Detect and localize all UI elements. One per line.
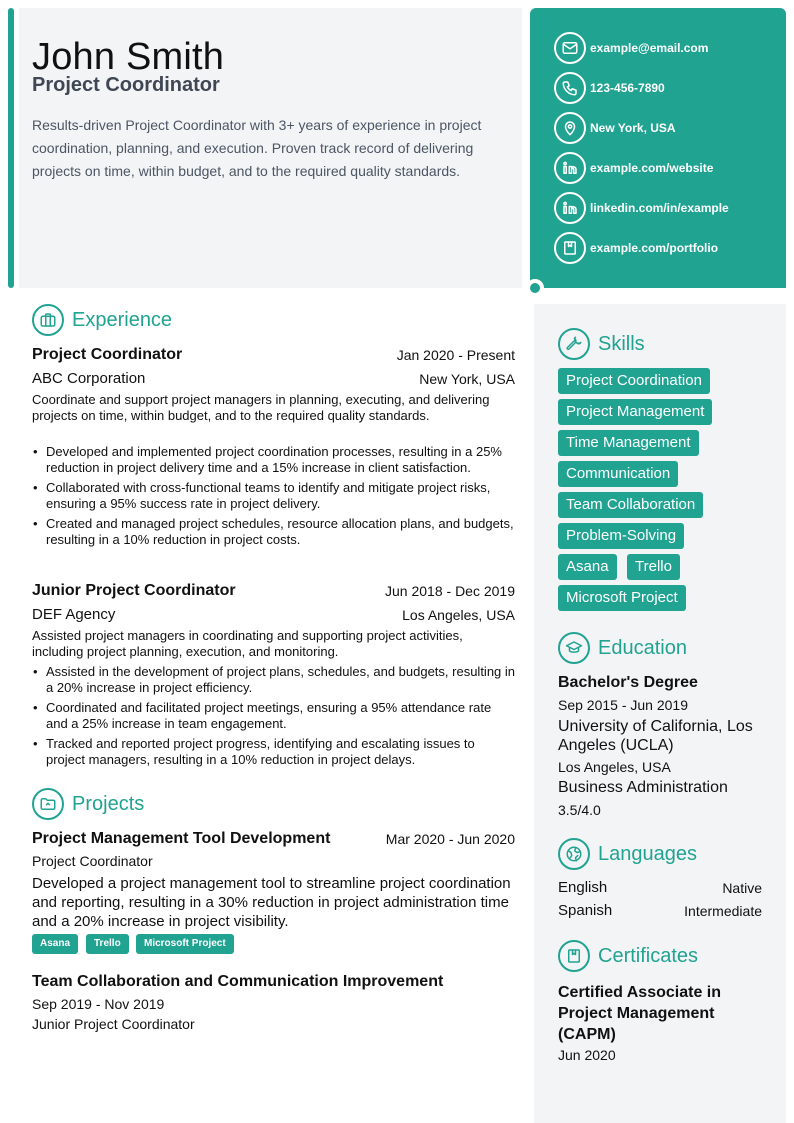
project-title: Team Collaboration and Communication Improvement [32,973,444,990]
linkedin-icon [554,152,586,184]
projects-heading [32,788,144,820]
skill-tag: Project Coordination [558,368,710,394]
certificate-name: Certified Associate in Project Management (CAPM) [558,984,722,1043]
education-dates: Sep 2015 - Jun 2019 [558,697,688,713]
phone-icon [554,72,586,104]
project-role: Junior Project Coordinator [32,1016,195,1032]
languages-heading [558,838,697,870]
experience-heading [32,304,172,336]
contact-linkedin-text: linkedin.com/in/example [590,201,729,215]
list-item: • Assisted in the development of project plans, schedules, and budgets, resulting in a 20% increase in project efficiency. [32,664,516,696]
header-panel [19,8,522,288]
accent-bar [8,8,14,288]
list-item: • Tracked and reported project progress, identifying and escalating issues to project managers, resulting in a 10% reduction in project delays. [32,736,516,768]
certificate-icon [558,940,590,972]
job-dates: Jun 2018 - Dec 2019 [385,583,515,599]
skill-tag: Time Management [558,430,699,456]
portfolio-icon [554,232,586,264]
skills-heading [558,328,645,360]
project-tag: Trello [86,934,129,954]
contact-portfolio[interactable] [554,232,718,264]
skill-tag: Microsoft Project [558,585,686,611]
skill-tag: Asana [558,554,617,580]
linkedin-icon [554,192,586,224]
globe-icon [558,838,590,870]
contact-panel [530,8,786,288]
skill-tag: Team Collaboration [558,492,703,518]
projects-heading-text: Projects [72,792,145,815]
job-company: ABC Corporation [32,370,146,387]
skill-tag: Project Management [558,399,712,425]
contact-location [554,112,676,144]
languages-heading-text: Languages [598,842,697,865]
project-tag: Asana [32,934,78,954]
job-location: New York, USA [419,371,515,387]
project-tag: Microsoft Project [136,934,234,954]
education-gpa: 3.5/4.0 [558,802,601,818]
project-dates: Mar 2020 - Jun 2020 [385,831,515,847]
job-summary: Assisted project managers in coordinating and supporting project activities, including project planning, execution, and monitoring. [32,628,463,659]
skill-tag: Problem-Solving [558,523,684,549]
language-name: English [558,879,608,896]
education-heading-text: Education [598,636,687,659]
list-item: • Developed and implemented project coordination processes, resulting in a 25% reduction in project delivery time and a 15% increase in client satisfaction. [32,444,516,476]
list-item: • Created and managed project schedules, resource allocation plans, and budgets, resulting in a 10% reduction in project costs. [32,516,516,548]
project-description: Developed a project management tool to streamline project coordination and reporting, resulting in a 30% reduction in project administration time and a 20% increase in project visibility. [32,875,511,930]
candidate-name: John Smith [32,36,225,78]
skills-heading-text: Skills [598,332,645,355]
briefcase-icon [32,304,64,336]
language-level: Native [722,880,762,896]
certificates-heading [558,940,698,972]
graduation-cap-icon [558,632,590,664]
contact-portfolio-text: example.com/portfolio [590,241,719,255]
job-bullets [32,664,516,772]
job-summary: Coordinate and support project managers in planning, executing, and delivering projects on time, within budget, and to the required quality standards. [32,392,490,423]
certificate-date: Jun 2020 [558,1047,616,1063]
language-level: Intermediate [684,903,762,919]
education-school: University of California, Los Angeles (UCLA) [558,718,753,754]
list-item: • Collaborated with cross-functional teams to identify and mitigate project risks, ensuring a 95% success rate in project delivery. [32,480,516,512]
language-name: Spanish [558,902,613,919]
email-icon [554,32,586,64]
decorative-dot [526,279,544,297]
contact-phone-text: 123-456-7890 [590,81,665,95]
contact-email[interactable] [554,32,708,64]
job-bullets [32,444,516,552]
experience-heading-text: Experience [72,308,173,331]
contact-location-text: New York, USA [590,121,676,135]
contact-phone[interactable] [554,72,665,104]
contact-linkedin[interactable] [554,192,729,224]
contact-email-text: example@email.com [590,41,709,55]
list-item: • Coordinated and facilitated project meetings, ensuring a 95% attendance rate and a 25% increase in team engagement. [32,700,516,732]
job-location: Los Angeles, USA [402,607,515,623]
folder-icon [32,788,64,820]
wrench-icon [558,328,590,360]
project-role: Project Coordinator [32,853,153,869]
education-location: Los Angeles, USA [558,759,671,775]
skill-tag: Trello [627,554,680,580]
project-title: Project Management Tool Development [32,830,331,847]
project-dates: Sep 2019 - Nov 2019 [32,996,165,1012]
contact-website[interactable] [554,152,713,184]
certificates-heading-text: Certificates [598,944,699,967]
contact-website-text: example.com/website [590,161,714,175]
education-degree: Bachelor's Degree [558,674,698,691]
job-title: Project Coordinator [32,346,183,363]
job-title: Junior Project Coordinator [32,582,236,599]
profile-summary: Results-driven Project Coordinator with 3+ years of experience in project coordination, planning, and execution. Proven track record of delivering projects on time, within budget, and to the required quality standards. [32,117,482,179]
skill-tag: Communication [558,461,678,487]
location-icon [554,112,586,144]
job-dates: Jan 2020 - Present [396,347,515,363]
education-field: Business Administration [558,779,728,796]
job-company: DEF Agency [32,606,116,623]
candidate-title: Project Coordinator [32,74,220,96]
education-heading [558,632,687,664]
